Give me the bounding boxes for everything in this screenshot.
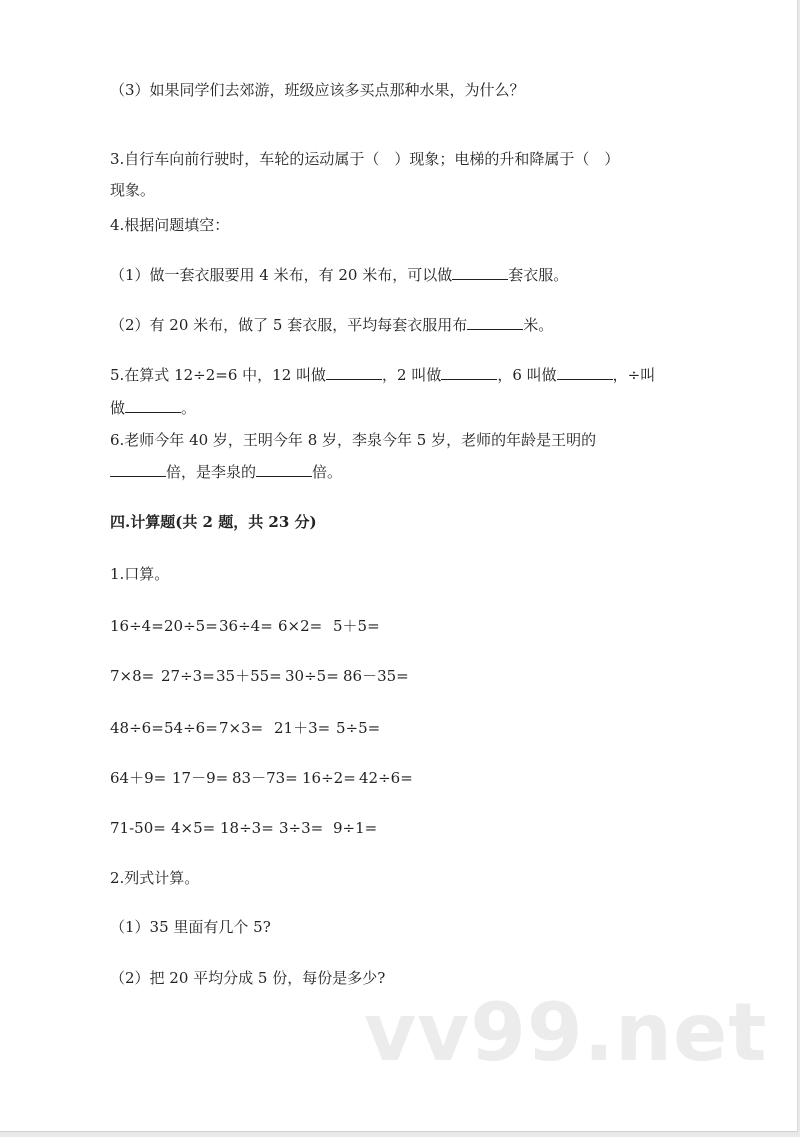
oral-math-item: 83－73= (232, 769, 298, 787)
question-5-line2 (110, 398, 196, 418)
question-3-line1: 3.自行车向前行驶时，车轮的运动属于（ ）现象；电梯的升和降属于（ ） (110, 150, 620, 168)
text: 5.在算式 12÷2=6 中，12 叫做 (110, 366, 327, 384)
text: 做 (110, 399, 126, 417)
text: 倍。 (312, 463, 343, 481)
text: 套衣服。 (508, 266, 569, 284)
answer-blank[interactable] (441, 365, 497, 380)
oral-math-item: 48÷6= (110, 719, 164, 737)
oral-math-item: 7×3= (219, 719, 264, 737)
question-4-1 (110, 265, 568, 285)
text: 米。 (523, 316, 554, 334)
oral-math-item: 21＋3= (274, 719, 331, 737)
section-4-question-2-2: （2）把 20 平均分成 5 份，每份是多少? (110, 969, 386, 987)
oral-math-item: 27÷3= (161, 667, 215, 685)
oral-math-item: 30÷5= (285, 667, 339, 685)
oral-math-item: 4×5= (171, 819, 216, 837)
section-4-question-1: 1.口算。 (110, 565, 170, 583)
oral-math-item: 6×2= (278, 617, 323, 635)
oral-math-item: 71-50= (110, 819, 166, 837)
oral-math-item: 42÷6= (359, 769, 413, 787)
oral-math-item: 3÷3= (279, 819, 324, 837)
question-6-line1: 6.老师今年 40 岁，王明今年 8 岁，李泉今年 5 岁，老师的年龄是王明的 (110, 431, 597, 449)
oral-math-item: 64＋9= (110, 769, 167, 787)
section-4-question-2-1: （1）35 里面有几个 5? (110, 918, 271, 936)
text: ，2 叫做 (382, 366, 442, 384)
answer-blank[interactable] (125, 398, 181, 413)
oral-math-item: 35＋55= (216, 667, 282, 685)
oral-math-item: 16÷2= (302, 769, 356, 787)
section-4-question-2: 2.列式计算。 (110, 869, 200, 887)
oral-math-item: 5＋5= (333, 617, 380, 635)
answer-blank[interactable] (110, 462, 166, 477)
question-4-2 (110, 315, 553, 335)
text: （2）有 20 米布，做了 5 套衣服，平均每套衣服用布 (110, 316, 468, 334)
oral-math-item: 20÷5= (164, 617, 218, 635)
text: ，6 叫做 (497, 366, 557, 384)
question-3-line2: 现象。 (110, 181, 156, 199)
watermark: vv99.net (364, 986, 768, 1079)
question-4: 4.根据问题填空： (110, 216, 230, 234)
oral-math-item: 36÷4= (219, 617, 273, 635)
text: 。 (181, 399, 197, 417)
text: 倍，是李泉的 (166, 463, 257, 481)
question-5-line1 (110, 365, 655, 385)
oral-math-item: 17－9= (172, 769, 229, 787)
section-4-heading: 四.计算题(共 2 题，共 23 分) (110, 513, 317, 531)
answer-blank[interactable] (326, 365, 382, 380)
text: （1）做一套衣服要用 4 米布，有 20 米布，可以做 (110, 266, 453, 284)
text: ，÷叫 (612, 366, 656, 384)
oral-math-item: 9÷1= (333, 819, 378, 837)
oral-math-item: 54÷6= (164, 719, 218, 737)
answer-blank[interactable] (557, 365, 613, 380)
question-6-line2 (110, 462, 342, 482)
answer-blank[interactable] (452, 265, 508, 280)
answer-blank[interactable] (256, 462, 312, 477)
question-2-3: （3）如果同学们去郊游，班级应该多买点那种水果，为什么？ (110, 81, 525, 99)
oral-math-item: 18÷3= (220, 819, 274, 837)
oral-math-item: 16÷4= (110, 617, 164, 635)
oral-math-item: 7×8= (110, 667, 155, 685)
oral-math-item: 86－35= (343, 667, 409, 685)
answer-blank[interactable] (467, 315, 523, 330)
oral-math-item: 5÷5= (336, 719, 381, 737)
